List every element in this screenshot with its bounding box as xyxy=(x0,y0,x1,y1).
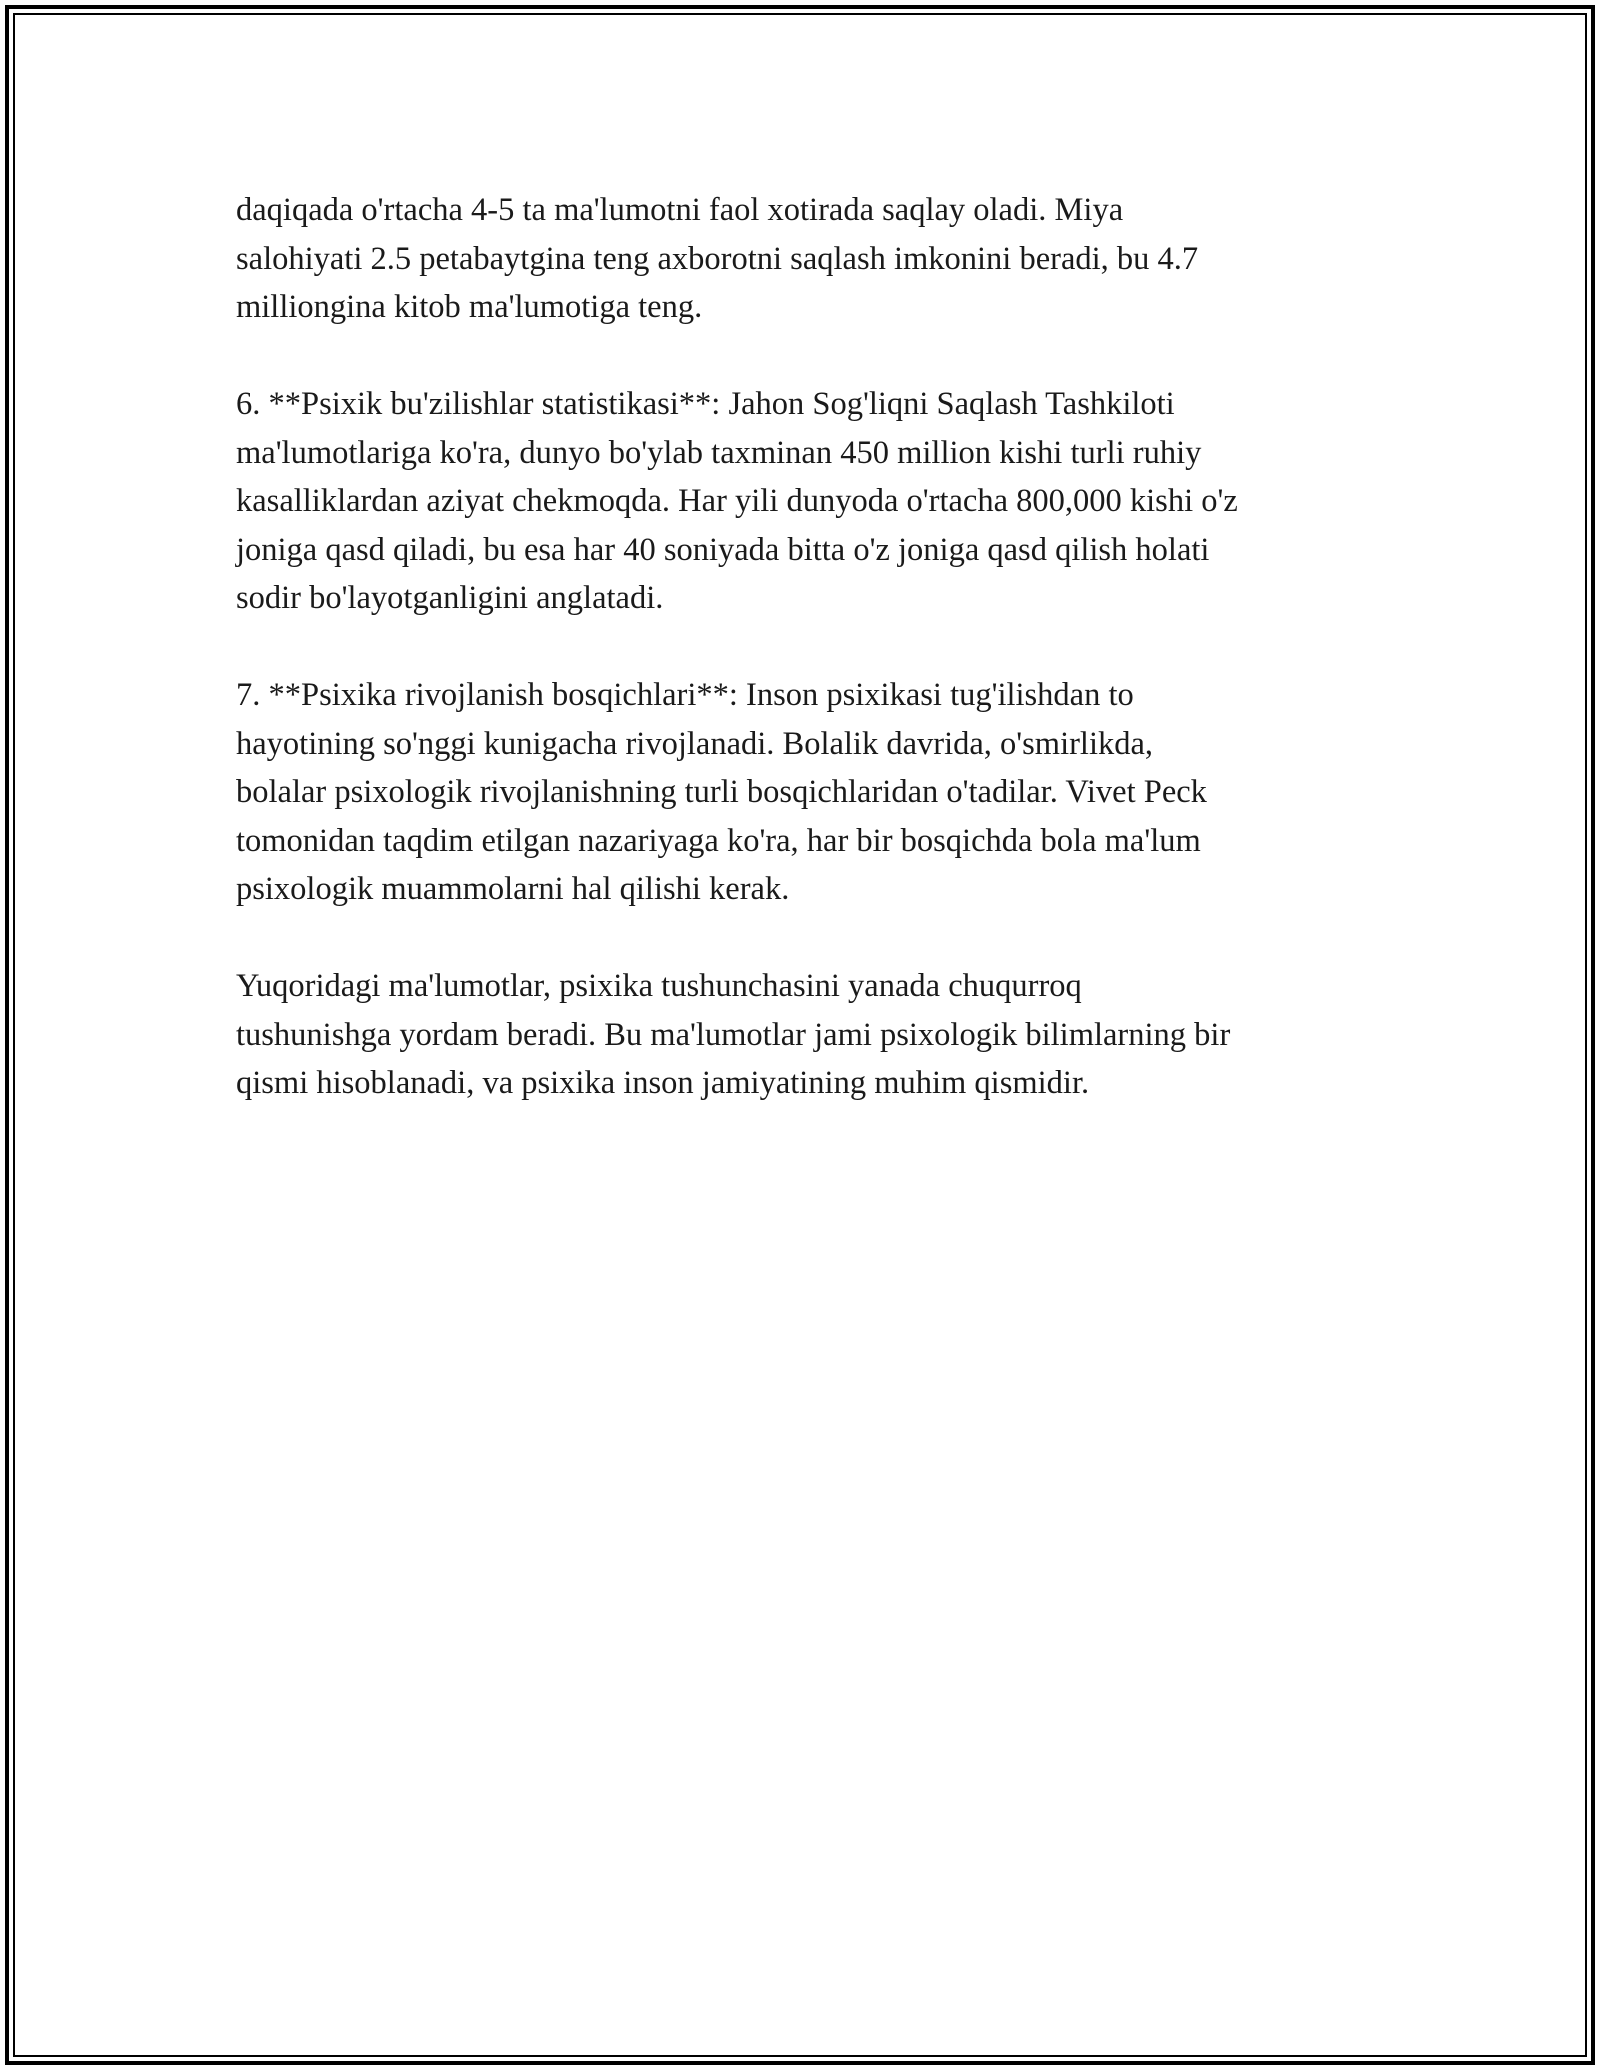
paragraph-memory-capacity: daqiqada o'rtacha 4-5 ta ma'lumotni faol xotirada saqlay oladi. Miya salohiyati 2.5 petabaytgina teng axborotni saqlash imkonini beradi, bu 4.7 milliongina kitob ma'lumotiga teng. xyxy=(236,192,1199,325)
document-body xyxy=(236,186,1386,1156)
paragraph-conclusion: Yuqoridagi ma'lumotlar, psixika tushunchasini yanada chuqurroq tushunishga yordam beradi. Bu ma'lumotlar jami psixologik bilimlarning bir qismi hisoblanadi, va psixika inson jamiyatining muhim qismidir. xyxy=(236,968,1231,1101)
paragraph-mental-disorders-statistics: 6. **Psixik bu'zilishlar statistikasi**: Jahon Sog'liqni Saqlash Tashkiloti ma'lumotlariga ko'ra, dunyo bo'ylab taxminan 450 million kishi turli ruhiy kasalliklardan aziyat chekmoqda. Har yili dunyoda o'rtacha 800,000 kishi o'z joniga qasd qiladi, bu esa har 40 soniyada bitta o'z joniga qasd qilish holati sodir bo'layotganligini anglatadi. xyxy=(236,386,1238,616)
paragraph-psyche-development-stages: 7. **Psixika rivojlanish bosqichlari**: Inson psixikasi tug'ilishdan to hayotining so'nggi kunigacha rivojlanadi. Bolalik davrida, o'smirlikda, bolalar psixologik rivojlanishning turli bosqichlaridan o'tadilar. Vivet Peck tomonidan taqdim etilgan nazariyaga ko'ra, har bir bosqichda bola ma'lum psixologik muammolarni hal qilishi kerak. xyxy=(236,677,1207,907)
